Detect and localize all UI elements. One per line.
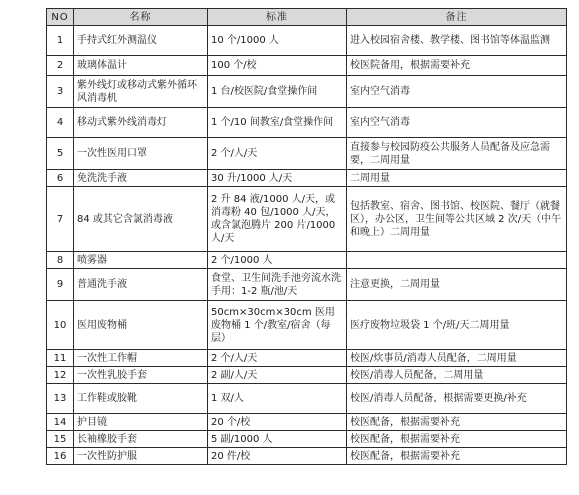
row-no: 7 — [47, 187, 74, 252]
table-row — [47, 448, 567, 465]
row-standard: 20 个/校 — [208, 414, 347, 431]
row-standard: 2 升 84 液/1000 人/天，或消毒粉 40 包/1000 人/天，或含氯泡腾片 200 片/1000 人/天 — [208, 187, 347, 252]
row-note: 注意更换，二周用量 — [347, 269, 567, 301]
row-note: 直接参与校园防疫公共服务人员配备及应急需要，二周用量 — [347, 138, 567, 170]
row-name: 紫外线灯或移动式紫外循环风消毒机 — [74, 76, 208, 108]
row-name: 普通洗手液 — [74, 269, 208, 301]
row-name: 医用废物桶 — [74, 301, 208, 350]
row-standard: 食堂、卫生间洗手池旁流水洗手用：1-2 瓶/池/天 — [208, 269, 347, 301]
table-row — [47, 56, 567, 76]
row-name: 84 或其它含氯消毒液 — [74, 187, 208, 252]
row-note: 校医配备，根据需要补充 — [347, 414, 567, 431]
row-standard: 10 个/1000 人 — [208, 26, 347, 56]
header-no: NO — [47, 9, 74, 26]
table-row — [47, 252, 567, 269]
row-note: 校医配备，根据需要补充 — [347, 431, 567, 448]
row-note: 包括教室、宿舍、图书馆、校医院、餐厅（就餐区），办公区，卫生间等公共区域 2 次/天（中午和晚上）二周用量 — [347, 187, 567, 252]
row-no: 14 — [47, 414, 74, 431]
table-row — [47, 414, 567, 431]
row-no: 11 — [47, 350, 74, 367]
row-name: 手持式红外测温仪 — [74, 26, 208, 56]
table-row — [47, 76, 567, 108]
row-no: 1 — [47, 26, 74, 56]
row-standard: 1 台/校医院/食堂操作间 — [208, 76, 347, 108]
row-no: 16 — [47, 448, 74, 465]
table-header-row — [47, 9, 567, 26]
table-row — [47, 301, 567, 350]
table-row — [47, 431, 567, 448]
row-name: 护目镜 — [74, 414, 208, 431]
row-note: 室内空气消毒 — [347, 108, 567, 138]
row-no: 5 — [47, 138, 74, 170]
header-note: 备注 — [347, 9, 567, 26]
row-name: 一次性防护服 — [74, 448, 208, 465]
row-name: 一次性医用口罩 — [74, 138, 208, 170]
row-note: 室内空气消毒 — [347, 76, 567, 108]
table-row — [47, 138, 567, 170]
row-no: 10 — [47, 301, 74, 350]
supplies-table — [46, 8, 567, 465]
row-no: 12 — [47, 367, 74, 384]
table-row — [47, 170, 567, 187]
row-standard: 1 双/人 — [208, 384, 347, 414]
row-note: 二周用量 — [347, 170, 567, 187]
row-no: 4 — [47, 108, 74, 138]
row-name: 长袖橡胶手套 — [74, 431, 208, 448]
row-no: 8 — [47, 252, 74, 269]
row-no: 2 — [47, 56, 74, 76]
table-row — [47, 350, 567, 367]
row-note: 校医/消毒人员配备，根据需要更换/补充 — [347, 384, 567, 414]
row-standard: 100 个/校 — [208, 56, 347, 76]
row-note: 医疗废物垃圾袋 1 个/班/天二周用量 — [347, 301, 567, 350]
row-no: 9 — [47, 269, 74, 301]
row-standard: 2 个/人/天 — [208, 350, 347, 367]
row-standard: 20 件/校 — [208, 448, 347, 465]
supplies-table-container — [46, 8, 566, 465]
row-standard: 2 副/人/天 — [208, 367, 347, 384]
row-standard: 50cm×30cm×30cm 医用废物桶 1 个/教室/宿舍（每层） — [208, 301, 347, 350]
row-standard: 2 个/人/天 — [208, 138, 347, 170]
row-note: 进入校园宿舍楼、教学楼、图书馆等体温监测 — [347, 26, 567, 56]
row-name: 喷雾器 — [74, 252, 208, 269]
row-name: 免洗洗手液 — [74, 170, 208, 187]
table-row — [47, 187, 567, 252]
row-no: 15 — [47, 431, 74, 448]
table-row — [47, 26, 567, 56]
row-name: 一次性乳胶手套 — [74, 367, 208, 384]
row-name: 一次性工作帽 — [74, 350, 208, 367]
row-note: 校医院备用，根据需要补充 — [347, 56, 567, 76]
table-row — [47, 269, 567, 301]
row-no: 13 — [47, 384, 74, 414]
row-name: 玻璃体温计 — [74, 56, 208, 76]
row-no: 6 — [47, 170, 74, 187]
row-standard: 1 个/10 间教室/食堂操作间 — [208, 108, 347, 138]
table-row — [47, 384, 567, 414]
row-name: 移动式紫外线消毒灯 — [74, 108, 208, 138]
row-note: 校医/消毒人员配备，二周用量 — [347, 367, 567, 384]
row-note: 校医/炊事员/消毒人员配备，二周用量 — [347, 350, 567, 367]
header-standard: 标准 — [208, 9, 347, 26]
row-no: 3 — [47, 76, 74, 108]
row-standard: 30 升/1000 人/天 — [208, 170, 347, 187]
row-standard: 2 个/1000 人 — [208, 252, 347, 269]
header-name: 名称 — [74, 9, 208, 26]
row-standard: 5 副/1000 人 — [208, 431, 347, 448]
row-name: 工作鞋或胶靴 — [74, 384, 208, 414]
table-row — [47, 108, 567, 138]
row-note: 校医配备，根据需要补充 — [347, 448, 567, 465]
row-note — [347, 252, 567, 269]
table-row — [47, 367, 567, 384]
